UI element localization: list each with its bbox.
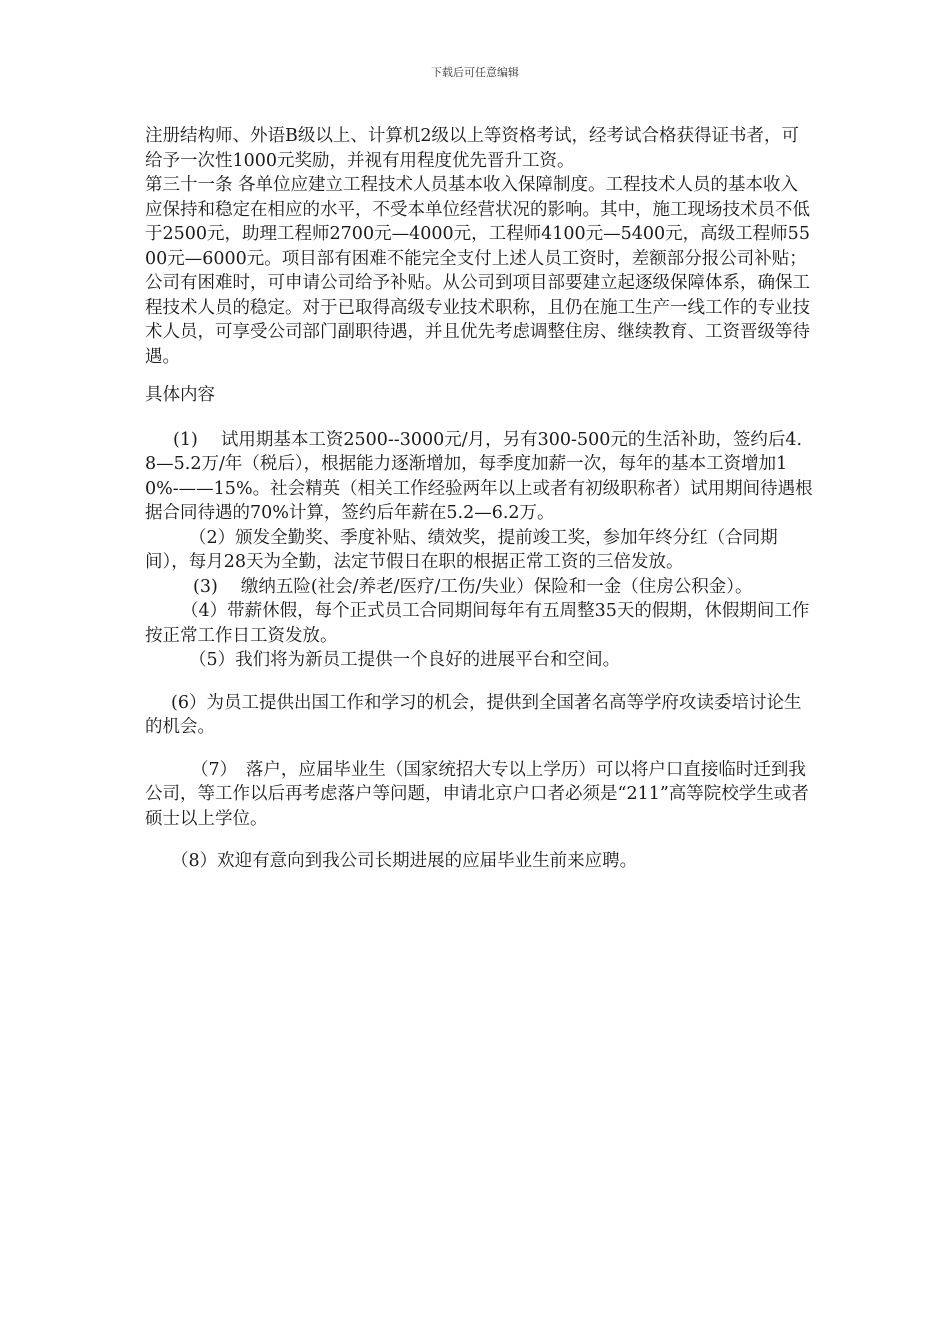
list-item-8: （8）欢迎有意向到我公司长期进展的应届毕业生前来应聘。: [171, 851, 638, 871]
paragraph-qualification-award: 注册结构师、外语B级以上、计算机2级以上等资格考试，经考试合格获得证书者，可给予一次性1000元奖励，并视有用程度优先晋升工资。: [145, 126, 799, 171]
document-body: [145, 124, 813, 874]
section-heading: 具体内容: [145, 385, 215, 405]
paragraph-article-31: 第三十一条 各单位应建立工程技术人员基本收入保障制度。工程技术人员的基本收入应保持和稳定在相应的水平，不受本单位经营状况的影响。其中，施工现场技术员不低于2500元，助理工程师2700元—4000元，工程师4100元—5400元，高级工程师5500元—6000元。项目部有困难不能完全支付上述人员工资时，差额部分报公司补贴；公司有困难时，可申请公司给予补贴。从公司到项目部要建立起逐级保障体系，确保工程技术人员的稳定。对于已取得高级专业技术职称，且仍在施工生产一线工作的专业技术人员，可享受公司部门副职待遇，并且优先考虑调整住房、继续教育、工资晋级等待遇。: [145, 175, 810, 367]
list-item-6: (6）为员工提供出国工作和学习的机会，提供到全国著名高等学府攻读委培讨论生的机会。: [145, 692, 802, 737]
page-header: 下载后可任意编辑: [431, 66, 519, 79]
list-item-4: （4）带薪休假，每个正式员工合同期间每年有五周整35天的假期，休假期间工作按正常工作日工资发放。: [145, 601, 810, 646]
list-item-3: (3) 缴纳五险(社会/养老/医疗/工伤/失业）保险和一金（住房公积金）。: [193, 576, 753, 597]
list-item-1: (1) 试用期基本工资2500--3000元/月，另有300-500元的生活补助，签约后4.8—5.2万/年（税后），根据能力逐渐增加，每季度加薪一次，每年的基本工资增加10%-——15%。社会精英（相关工作经验两年以上或者有初级职称者）试用期间待遇根据合同待遇的70%计算，签约后年薪在5.2—6.2万。: [145, 429, 813, 523]
list-item-2: （2）颁发全勤奖、季度补贴、绩效奖，提前竣工奖，参加年终分红（合同期间），每月28天为全勤，法定节假日在职的根据正常工资的三倍发放。: [145, 527, 778, 572]
list-item-7: （7） 落户，应届毕业生（国家统招大专以上学历）可以将户口直接临时迁到我公司，等工作以后再考虑落户等问题，申请北京户口者必须是“211”高等院校学生或者硕士以上学位。: [145, 759, 809, 829]
list-item-5: （5）我们将为新员工提供一个良好的进展平台和空间。: [189, 650, 621, 670]
